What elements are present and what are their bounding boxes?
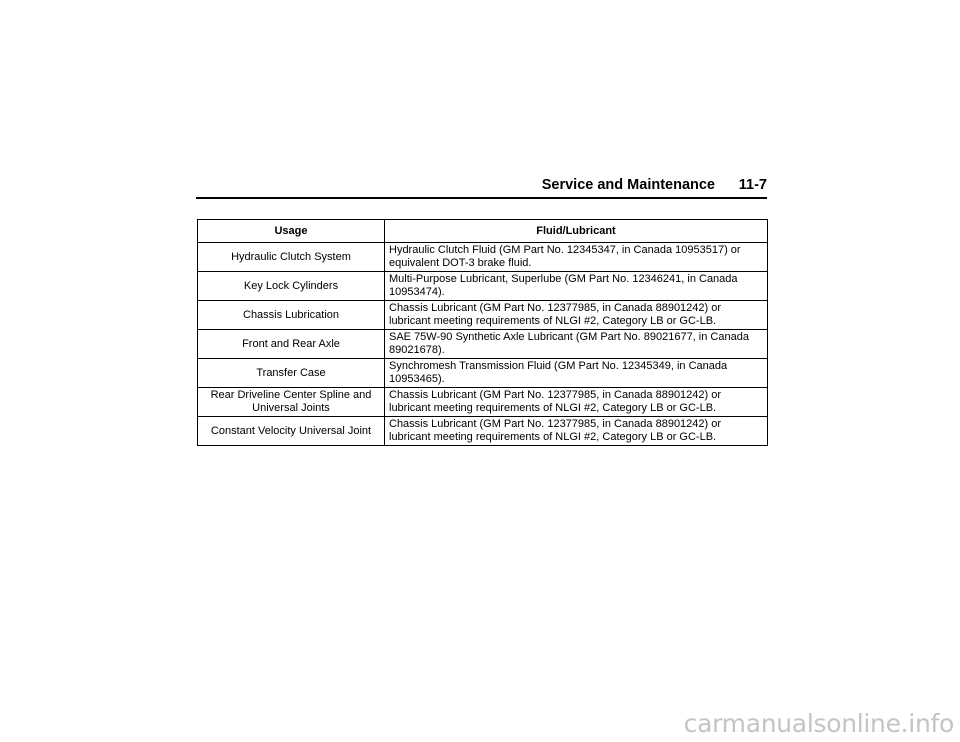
table-row <box>198 359 768 388</box>
usage-cell: Front and Rear Axle <box>198 330 385 359</box>
fluid-cell: Synchromesh Transmission Fluid (GM Part No. 12345349, in Canada 10953465). <box>385 359 768 388</box>
watermark-link[interactable]: carmanualsonline.info <box>683 709 954 738</box>
usage-cell: Hydraulic Clutch System <box>198 243 385 272</box>
section-title: Service and Maintenance <box>541 177 715 193</box>
usage-cell: Chassis Lubrication <box>198 301 385 330</box>
table-row <box>198 330 768 359</box>
column-header-usage: Usage <box>198 220 385 243</box>
table-row <box>198 272 768 301</box>
page-number: 11-7 <box>738 177 767 193</box>
fluid-cell: Chassis Lubricant (GM Part No. 12377985, in Canada 88901242) or lubricant meeting requirements of NLGI #2, Category LB or GC-LB. <box>385 417 768 446</box>
page-header <box>196 175 767 199</box>
table-row <box>198 243 768 272</box>
table-row <box>198 388 768 417</box>
fluid-cell: Multi-Purpose Lubricant, Superlube (GM Part No. 12346241, in Canada 10953474). <box>385 272 768 301</box>
usage-cell: Transfer Case <box>198 359 385 388</box>
fluid-cell: SAE 75W-90 Synthetic Axle Lubricant (GM Part No. 89021677, in Canada 89021678). <box>385 330 768 359</box>
usage-cell: Key Lock Cylinders <box>198 272 385 301</box>
table-header-row <box>198 220 768 243</box>
fluid-cell: Chassis Lubricant (GM Part No. 12377985, in Canada 88901242) or lubricant meeting requirements of NLGI #2, Category LB or GC-LB. <box>385 388 768 417</box>
usage-cell: Rear Driveline Center Spline and Universal Joints <box>198 388 385 417</box>
fluid-cell: Hydraulic Clutch Fluid (GM Part No. 12345347, in Canada 10953517) or equivalent DOT-3 brake fluid. <box>385 243 768 272</box>
fluid-cell: Chassis Lubricant (GM Part No. 12377985, in Canada 88901242) or lubricant meeting requirements of NLGI #2, Category LB or GC-LB. <box>385 301 768 330</box>
fluids-lubricants-table <box>197 219 768 446</box>
usage-cell: Constant Velocity Universal Joint <box>198 417 385 446</box>
table-row <box>198 301 768 330</box>
table-row <box>198 417 768 446</box>
column-header-fluid: Fluid/Lubricant <box>385 220 768 243</box>
